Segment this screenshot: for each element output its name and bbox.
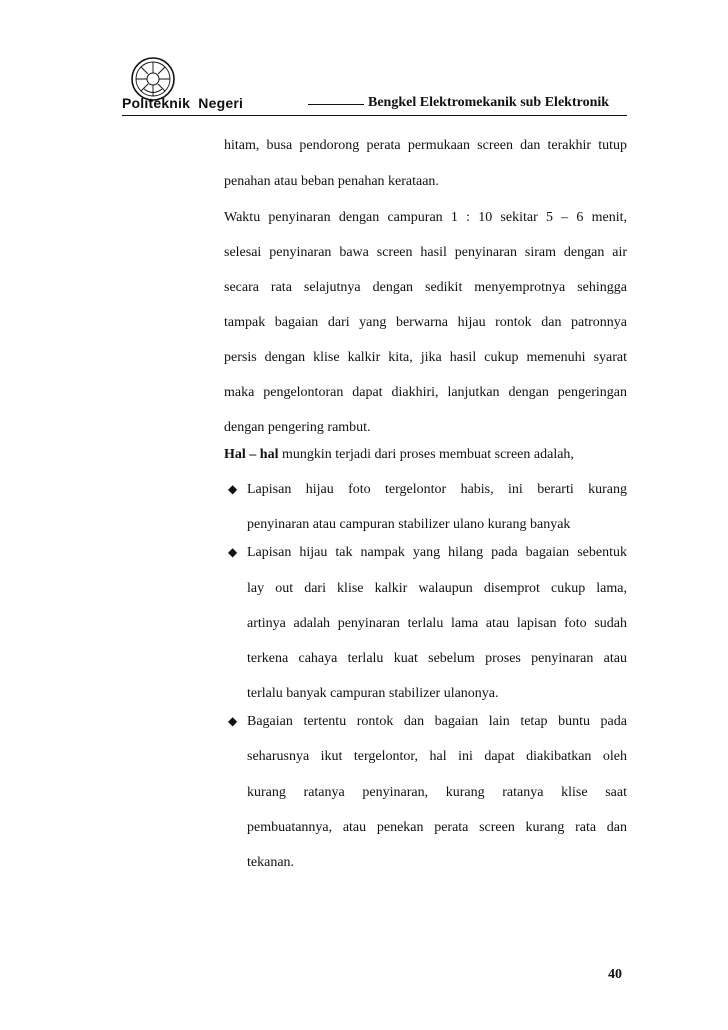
bullet-icon: ◆ — [228, 545, 238, 559]
header-institution: Politeknik Negeri — [122, 95, 244, 111]
list-intro-bold: Hal – hal — [224, 447, 279, 462]
bullet-line: kurang ratanya penyinaran, kurang ratanya klise saat — [247, 785, 627, 800]
body-line: persis dengan klise kalkir kita, jika hasil cukup memenuhi syarat — [224, 350, 627, 365]
body-line: selesai penyinaran bawa screen hasil penyinaran siram dengan air — [224, 245, 627, 260]
body-line: penahan atau beban penahan kerataan. — [224, 174, 439, 189]
header-title: Bengkel Elektromekanik sub Elektronik — [368, 95, 610, 110]
bullet-icon: ◆ — [228, 714, 238, 728]
bullet-line: pembuatannya, atau penekan perata screen kurang rata dan — [247, 820, 627, 835]
bullet-line: terlalu banyak campuran stabilizer ulanonya. — [247, 686, 499, 701]
body-line: dengan pengering rambut. — [224, 420, 371, 435]
header-rule — [122, 115, 627, 116]
list-intro — [224, 446, 627, 464]
header-dash — [308, 104, 364, 105]
body-line: maka pengelontoran dapat diakhiri, lanjutkan dengan pengeringan — [224, 385, 627, 400]
body-line: hitam, busa pendorong perata permukaan screen dan terakhir tutup — [224, 138, 627, 153]
bullet-line: penyinaran atau campuran stabilizer ulano kurang banyak — [247, 517, 571, 532]
bullet-line: terkena cahaya terlalu kuat sebelum proses penyinaran atau — [247, 651, 627, 666]
body-line: secara rata selajutnya dengan sedikit menyemprotnya sehingga — [224, 280, 627, 295]
bullet-line: seharusnya ikut tergelontor, hal ini dapat diakibatkan oleh — [247, 749, 627, 764]
page-number: 40 — [608, 967, 622, 982]
list-intro-text: mungkin terjadi dari proses membuat screen adalah, — [278, 447, 574, 462]
bullet-line: lay out dari klise kalkir walaupun disemprot cukup lama, — [247, 581, 627, 596]
body-line: Waktu penyinaran dengan campuran 1 : 10 sekitar 5 – 6 menit, — [224, 210, 627, 225]
body-line: tampak bagaian dari yang berwarna hijau rontok dan patronnya — [224, 315, 627, 330]
bullet-line: tekanan. — [247, 855, 295, 870]
bullet-line: Bagaian tertentu rontok dan bagaian lain tetap buntu pada — [247, 714, 627, 729]
bullet-icon: ◆ — [228, 482, 238, 496]
bullet-line: Lapisan hijau foto tergelontor habis, ini berarti kurang — [247, 482, 627, 497]
bullet-line: Lapisan hijau tak nampak yang hilang pada bagaian sebentuk — [247, 545, 627, 560]
bullet-line: artinya adalah penyinaran terlalu lama atau lapisan foto sudah — [247, 616, 627, 631]
